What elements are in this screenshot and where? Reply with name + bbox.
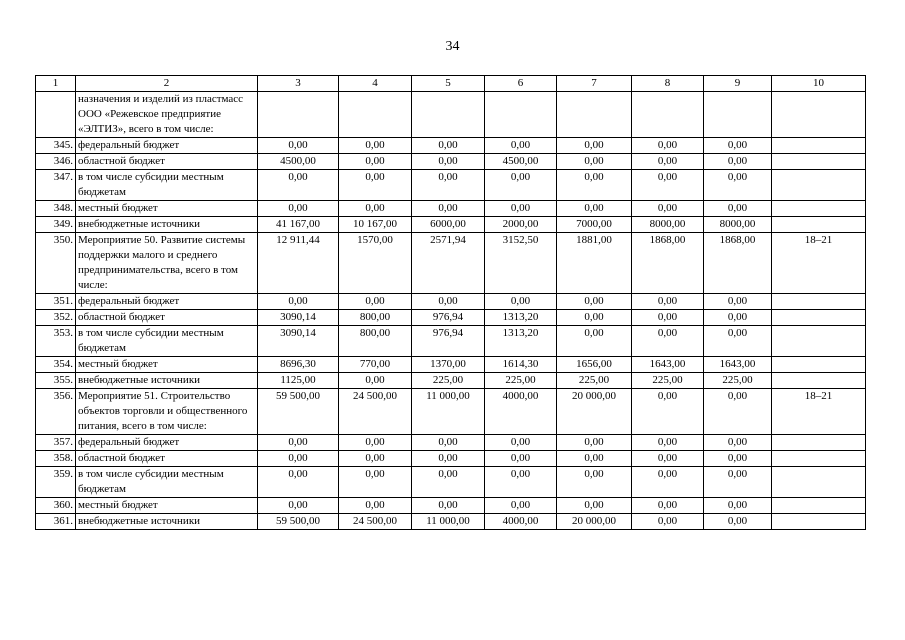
table-row xyxy=(36,435,866,451)
col3-value xyxy=(258,92,339,138)
col7-value: 225,00 xyxy=(557,373,632,389)
col10-value xyxy=(772,326,866,357)
row-name: федеральный бюджет xyxy=(76,138,258,154)
col8-value: 0,00 xyxy=(632,389,704,435)
col7-value: 0,00 xyxy=(557,467,632,498)
col8-value: 0,00 xyxy=(632,326,704,357)
row-number: 356. xyxy=(36,389,76,435)
col8-value: 0,00 xyxy=(632,498,704,514)
col6-value: 4500,00 xyxy=(485,154,557,170)
col-header-6: 6 xyxy=(485,76,557,92)
row-number: 351. xyxy=(36,294,76,310)
table-row xyxy=(36,201,866,217)
col9-value: 0,00 xyxy=(704,451,772,467)
col10-value xyxy=(772,373,866,389)
col4-value: 0,00 xyxy=(339,435,412,451)
col10-value xyxy=(772,294,866,310)
col10-value xyxy=(772,451,866,467)
col3-value: 1125,00 xyxy=(258,373,339,389)
row-name: Мероприятие 50. Развитие системы поддержки малого и среднего предпринимательства, всего в том числе: xyxy=(76,233,258,294)
col9-value: 225,00 xyxy=(704,373,772,389)
col6-value: 0,00 xyxy=(485,294,557,310)
col8-value: 1643,00 xyxy=(632,357,704,373)
row-name: Мероприятие 51. Строительство объектов торговли и общественного питания, всего в том числе: xyxy=(76,389,258,435)
col8-value: 0,00 xyxy=(632,138,704,154)
row-number: 358. xyxy=(36,451,76,467)
col8-value: 0,00 xyxy=(632,201,704,217)
col5-value: 1370,00 xyxy=(412,357,485,373)
col-header-3: 3 xyxy=(258,76,339,92)
col8-value: 0,00 xyxy=(632,170,704,201)
col4-value: 0,00 xyxy=(339,138,412,154)
row-name: областной бюджет xyxy=(76,310,258,326)
col5-value xyxy=(412,92,485,138)
table-row xyxy=(36,326,866,357)
col4-value: 0,00 xyxy=(339,467,412,498)
col8-value: 0,00 xyxy=(632,467,704,498)
col-header-4: 4 xyxy=(339,76,412,92)
col-header-5: 5 xyxy=(412,76,485,92)
col8-value: 0,00 xyxy=(632,310,704,326)
table-row xyxy=(36,514,866,530)
col3-value: 0,00 xyxy=(258,170,339,201)
col5-value: 0,00 xyxy=(412,467,485,498)
col6-value: 0,00 xyxy=(485,498,557,514)
row-number: 361. xyxy=(36,514,76,530)
col5-value: 976,94 xyxy=(412,326,485,357)
col6-value: 0,00 xyxy=(485,201,557,217)
col9-value: 0,00 xyxy=(704,498,772,514)
row-number: 350. xyxy=(36,233,76,294)
col8-value: 0,00 xyxy=(632,154,704,170)
col9-value: 1868,00 xyxy=(704,233,772,294)
col5-value: 0,00 xyxy=(412,498,485,514)
col4-value: 0,00 xyxy=(339,154,412,170)
row-number: 352. xyxy=(36,310,76,326)
col9-value: 0,00 xyxy=(704,201,772,217)
col10-value xyxy=(772,201,866,217)
col8-value: 0,00 xyxy=(632,294,704,310)
row-name: федеральный бюджет xyxy=(76,435,258,451)
col3-value: 0,00 xyxy=(258,451,339,467)
col4-value: 24 500,00 xyxy=(339,514,412,530)
col6-value: 4000,00 xyxy=(485,389,557,435)
col5-value: 11 000,00 xyxy=(412,514,485,530)
col10-value xyxy=(772,217,866,233)
row-name: местный бюджет xyxy=(76,357,258,373)
row-number: 348. xyxy=(36,201,76,217)
col4-value xyxy=(339,92,412,138)
col6-value: 0,00 xyxy=(485,138,557,154)
col10-value xyxy=(772,154,866,170)
col6-value: 0,00 xyxy=(485,451,557,467)
row-number: 354. xyxy=(36,357,76,373)
row-name: федеральный бюджет xyxy=(76,294,258,310)
col8-value xyxy=(632,92,704,138)
col7-value: 0,00 xyxy=(557,498,632,514)
col4-value: 0,00 xyxy=(339,201,412,217)
row-name: местный бюджет xyxy=(76,498,258,514)
col9-value: 0,00 xyxy=(704,138,772,154)
col4-value: 1570,00 xyxy=(339,233,412,294)
table-row xyxy=(36,154,866,170)
col5-value: 0,00 xyxy=(412,154,485,170)
col9-value: 0,00 xyxy=(704,294,772,310)
col6-value: 225,00 xyxy=(485,373,557,389)
col-header-1: 1 xyxy=(36,76,76,92)
row-number: 347. xyxy=(36,170,76,201)
col8-value: 1868,00 xyxy=(632,233,704,294)
row-name: областной бюджет xyxy=(76,451,258,467)
col6-value: 1313,20 xyxy=(485,326,557,357)
col-header-10: 10 xyxy=(772,76,866,92)
col7-value: 0,00 xyxy=(557,326,632,357)
col3-value: 41 167,00 xyxy=(258,217,339,233)
col5-value: 6000,00 xyxy=(412,217,485,233)
col7-value: 1881,00 xyxy=(557,233,632,294)
row-number: 359. xyxy=(36,467,76,498)
header-row xyxy=(36,76,866,92)
row-name: внебюджетные источники xyxy=(76,514,258,530)
col8-value: 225,00 xyxy=(632,373,704,389)
row-name: в том числе субсидии местным бюджетам xyxy=(76,326,258,357)
col3-value: 0,00 xyxy=(258,294,339,310)
row-number: 353. xyxy=(36,326,76,357)
table-row xyxy=(36,170,866,201)
col8-value: 0,00 xyxy=(632,435,704,451)
col3-value: 0,00 xyxy=(258,138,339,154)
row-name: назначения и изделий из пластмасс ООО «Режевское предприятие «ЭЛТИЗ», всего в том числе: xyxy=(76,92,258,138)
page-number: 34 xyxy=(445,39,460,54)
col9-value: 0,00 xyxy=(704,170,772,201)
col4-value: 770,00 xyxy=(339,357,412,373)
row-number: 357. xyxy=(36,435,76,451)
col5-value: 976,94 xyxy=(412,310,485,326)
col-header-8: 8 xyxy=(632,76,704,92)
col4-value: 0,00 xyxy=(339,170,412,201)
col7-value: 0,00 xyxy=(557,138,632,154)
col3-value: 8696,30 xyxy=(258,357,339,373)
col10-value xyxy=(772,514,866,530)
col4-value: 800,00 xyxy=(339,326,412,357)
col6-value: 3152,50 xyxy=(485,233,557,294)
col4-value: 24 500,00 xyxy=(339,389,412,435)
col10-value xyxy=(772,92,866,138)
col6-value: 4000,00 xyxy=(485,514,557,530)
col9-value: 0,00 xyxy=(704,310,772,326)
col5-value: 11 000,00 xyxy=(412,389,485,435)
col6-value: 0,00 xyxy=(485,435,557,451)
col8-value: 0,00 xyxy=(632,451,704,467)
col10-value xyxy=(772,138,866,154)
col4-value: 10 167,00 xyxy=(339,217,412,233)
col10-value: 18–21 xyxy=(772,389,866,435)
col7-value: 0,00 xyxy=(557,451,632,467)
col4-value: 0,00 xyxy=(339,373,412,389)
col7-value: 0,00 xyxy=(557,201,632,217)
row-name: областной бюджет xyxy=(76,154,258,170)
col9-value: 0,00 xyxy=(704,154,772,170)
col9-value: 0,00 xyxy=(704,389,772,435)
row-number: 345. xyxy=(36,138,76,154)
row-name: в том числе субсидии местным бюджетам xyxy=(76,170,258,201)
col3-value: 0,00 xyxy=(258,467,339,498)
table-row xyxy=(36,138,866,154)
col6-value: 1614,30 xyxy=(485,357,557,373)
col10-value xyxy=(772,357,866,373)
col7-value xyxy=(557,92,632,138)
row-number: 349. xyxy=(36,217,76,233)
col5-value: 2571,94 xyxy=(412,233,485,294)
table-row xyxy=(36,233,866,294)
row-number xyxy=(36,92,76,138)
table-row xyxy=(36,357,866,373)
col9-value: 0,00 xyxy=(704,467,772,498)
table-row xyxy=(36,467,866,498)
col9-value: 1643,00 xyxy=(704,357,772,373)
col6-value: 1313,20 xyxy=(485,310,557,326)
col10-value: 18–21 xyxy=(772,233,866,294)
col8-value: 0,00 xyxy=(632,514,704,530)
col6-value xyxy=(485,92,557,138)
col9-value: 8000,00 xyxy=(704,217,772,233)
col9-value: 0,00 xyxy=(704,326,772,357)
row-number: 360. xyxy=(36,498,76,514)
col3-value: 59 500,00 xyxy=(258,389,339,435)
col9-value: 0,00 xyxy=(704,514,772,530)
col3-value: 12 911,44 xyxy=(258,233,339,294)
col7-value: 0,00 xyxy=(557,310,632,326)
col6-value: 2000,00 xyxy=(485,217,557,233)
table-row xyxy=(36,92,866,138)
col5-value: 0,00 xyxy=(412,170,485,201)
budget-table xyxy=(35,75,866,530)
col4-value: 800,00 xyxy=(339,310,412,326)
col-header-7: 7 xyxy=(557,76,632,92)
col3-value: 0,00 xyxy=(258,435,339,451)
col7-value: 7000,00 xyxy=(557,217,632,233)
row-name: внебюджетные источники xyxy=(76,373,258,389)
col10-value xyxy=(772,498,866,514)
col10-value xyxy=(772,435,866,451)
col6-value: 0,00 xyxy=(485,467,557,498)
col6-value: 0,00 xyxy=(485,170,557,201)
col5-value: 0,00 xyxy=(412,451,485,467)
col7-value: 20 000,00 xyxy=(557,514,632,530)
table-row xyxy=(36,389,866,435)
col5-value: 0,00 xyxy=(412,138,485,154)
table-row xyxy=(36,498,866,514)
table-row xyxy=(36,310,866,326)
col7-value: 1656,00 xyxy=(557,357,632,373)
col8-value: 8000,00 xyxy=(632,217,704,233)
row-number: 355. xyxy=(36,373,76,389)
col3-value: 0,00 xyxy=(258,498,339,514)
col10-value xyxy=(772,170,866,201)
col7-value: 0,00 xyxy=(557,294,632,310)
row-name: местный бюджет xyxy=(76,201,258,217)
col7-value: 0,00 xyxy=(557,154,632,170)
col5-value: 0,00 xyxy=(412,294,485,310)
col7-value: 0,00 xyxy=(557,435,632,451)
col-header-2: 2 xyxy=(76,76,258,92)
col5-value: 0,00 xyxy=(412,435,485,451)
row-name: внебюджетные источники xyxy=(76,217,258,233)
col9-value: 0,00 xyxy=(704,435,772,451)
table-row xyxy=(36,451,866,467)
table-row xyxy=(36,217,866,233)
col7-value: 20 000,00 xyxy=(557,389,632,435)
col5-value: 0,00 xyxy=(412,201,485,217)
table-row xyxy=(36,294,866,310)
table-row xyxy=(36,373,866,389)
col3-value: 3090,14 xyxy=(258,310,339,326)
col3-value: 0,00 xyxy=(258,201,339,217)
col7-value: 0,00 xyxy=(557,170,632,201)
col3-value: 59 500,00 xyxy=(258,514,339,530)
col10-value xyxy=(772,310,866,326)
col4-value: 0,00 xyxy=(339,294,412,310)
row-name: в том числе субсидии местным бюджетам xyxy=(76,467,258,498)
col-header-9: 9 xyxy=(704,76,772,92)
col3-value: 4500,00 xyxy=(258,154,339,170)
col4-value: 0,00 xyxy=(339,451,412,467)
col5-value: 225,00 xyxy=(412,373,485,389)
col10-value xyxy=(772,467,866,498)
col3-value: 3090,14 xyxy=(258,326,339,357)
col4-value: 0,00 xyxy=(339,498,412,514)
row-number: 346. xyxy=(36,154,76,170)
col9-value xyxy=(704,92,772,138)
